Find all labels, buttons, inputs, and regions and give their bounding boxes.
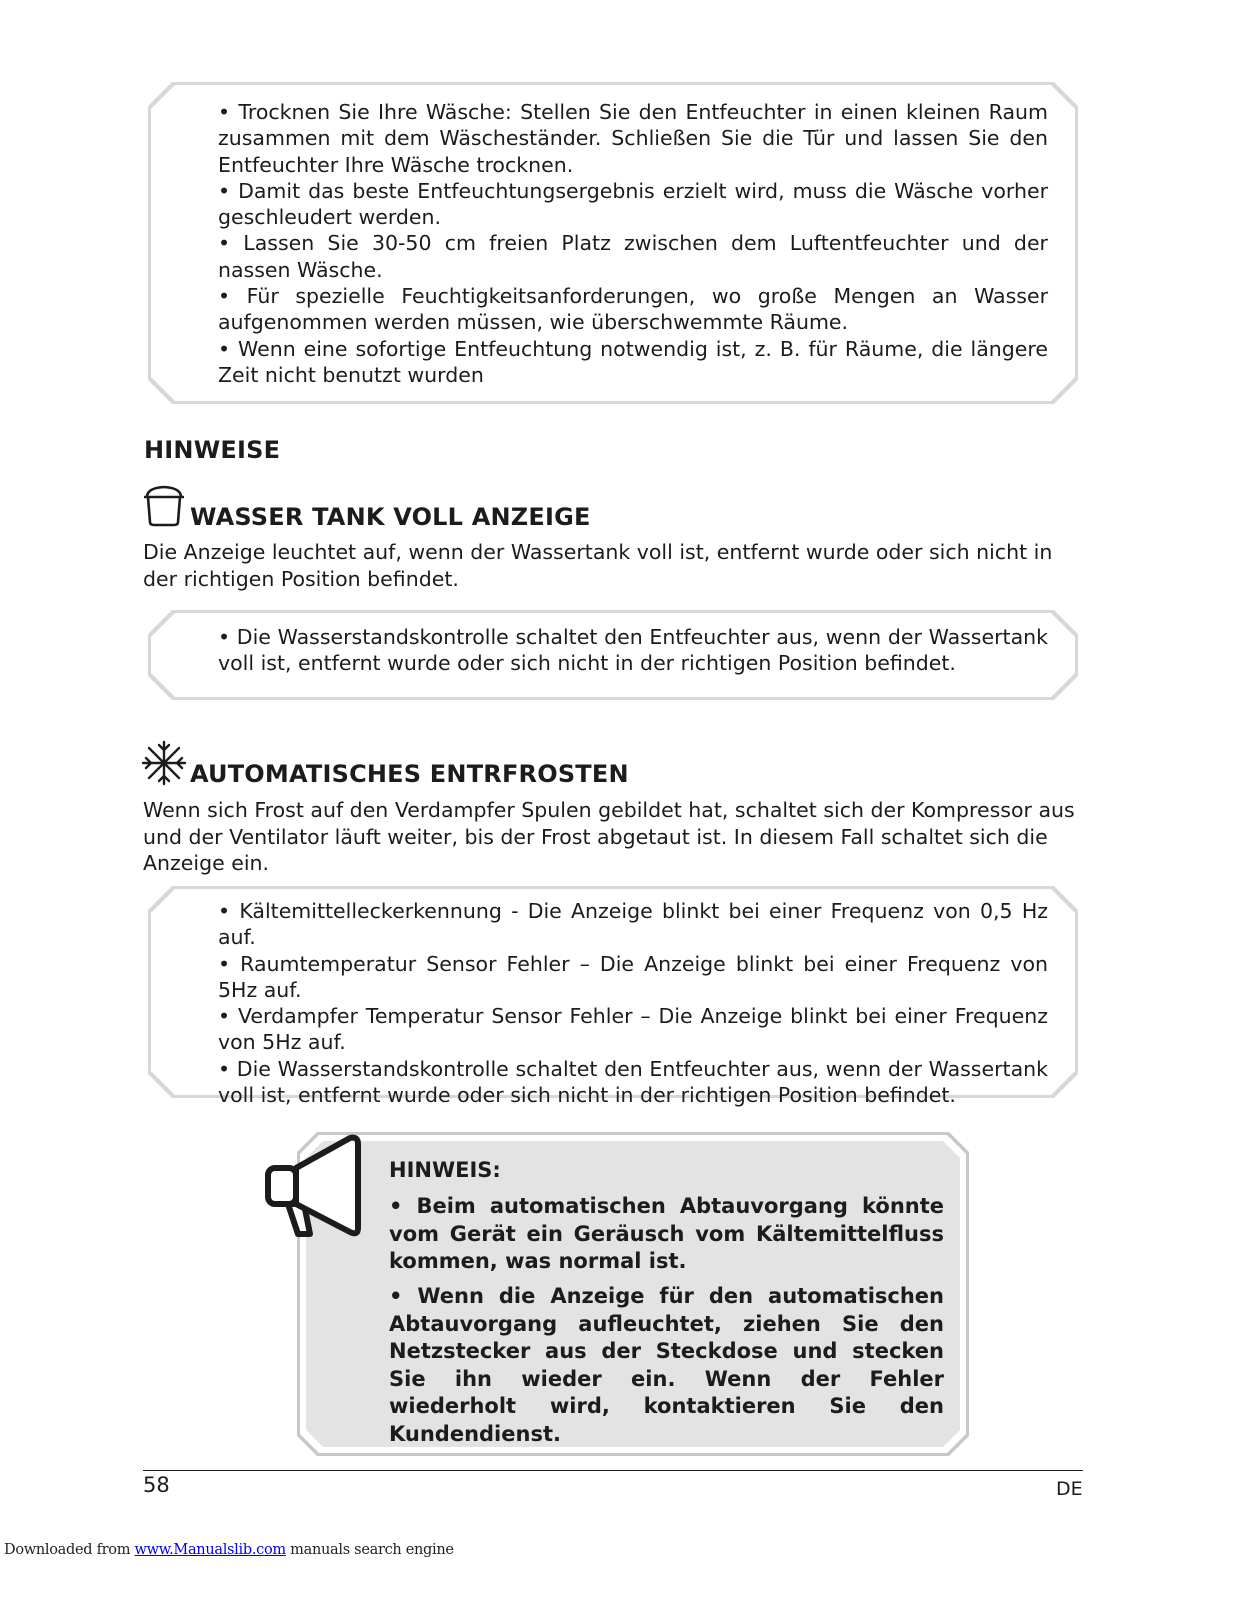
section-title-hinweise: HINWEISE — [144, 436, 281, 464]
note-title: HINWEIS: — [389, 1158, 501, 1182]
list-item: • Lassen Sie 30-50 cm freien Platz zwischen dem Luftentfeuchter und der nassen Wäsche. — [218, 231, 1048, 282]
list-item: • Verdampfer Temperatur Sensor Fehler – Die Anzeige blinkt bei einer Frequenz von 5Hz auf. — [218, 1004, 1048, 1055]
page-number: 58 — [143, 1473, 170, 1497]
tank-box-list — [218, 624, 1048, 677]
megaphone-icon — [262, 1132, 366, 1238]
list-item: • Die Wasserstandskontrolle schaltet den Entfeuchter aus, wenn der Wassertank voll ist, entfernt wurde oder sich nicht in der richtigen Position befindet. — [218, 1056, 1048, 1108]
info-box-list — [218, 99, 1048, 388]
defrost-box-list — [218, 898, 1048, 1108]
list-item: • Trocknen Sie Ihre Wäsche: Stellen Sie den Entfeuchter in einen kleinen Raum zusammen mit dem Wäscheständer. Schließen Sie die Tür und lassen Sie den Entfeuchter Ihre Wäsche trocknen. — [218, 100, 1048, 177]
section-title-tank: WASSER TANK VOLL ANZEIGE — [190, 503, 591, 531]
list-item: • Kältemittelleckerkennung - Die Anzeige blinkt bei einer Frequenz von 0,5 Hz auf. — [218, 899, 1048, 950]
download-line — [4, 1542, 454, 1558]
note-item: • Beim automatischen Abtauvorgang könnte vom Gerät ein Geräusch vom Kältemittelfluss kommen, was normal ist. — [389, 1194, 944, 1274]
language-code: DE — [1056, 1478, 1083, 1500]
download-suffix: manuals search engine — [285, 1542, 454, 1558]
note-item: • Wenn die Anzeige für den automatischen Abtauvorgang aufleuchtet, ziehen Sie den Netzstecker aus der Steckdose und stecken Sie ihn wieder ein. Wenn der Fehler wiederholt wird, kontaktieren Sie den Kundendienst. — [389, 1284, 944, 1446]
manualslib-link[interactable]: www.Manualslib.com — [134, 1542, 286, 1558]
list-item: • Damit das beste Entfeuchtungsergebnis erzielt wird, muss die Wäsche vorher geschleudert werden. — [218, 178, 1048, 230]
download-prefix: Downloaded from — [4, 1542, 135, 1558]
list-item: • Wenn eine sofortige Entfeuchtung notwendig ist, z. B. für Räume, die längere Zeit nicht benutzt wurden — [218, 336, 1048, 387]
list-item: • Für spezielle Feuchtigkeitsanforderungen, wo große Mengen an Wasser aufgenommen werden müssen, wie überschwemmte Räume. — [218, 284, 1048, 335]
footer-divider — [143, 1470, 1083, 1471]
list-item: • Die Wasserstandskontrolle schaltet den Entfeuchter aus, wenn der Wassertank voll ist, entfernt wurde oder sich nicht in der richtigen Position befindet. — [218, 625, 1048, 676]
bucket-icon — [142, 484, 186, 528]
tank-description: Die Anzeige leuchtet auf, wenn der Wassertank voll ist, entfernt wurde oder sich nicht in der richtigen Position befindet. — [143, 540, 1053, 591]
section-title-defrost: AUTOMATISCHES ENTRFROSTEN — [190, 760, 629, 788]
list-item: • Raumtemperatur Sensor Fehler – Die Anzeige blinkt bei einer Frequenz von 5Hz auf. — [218, 951, 1048, 1002]
defrost-description: Wenn sich Frost auf den Verdampfer Spulen gebildet hat, schaltet sich der Kompressor aus und der Ventilator läuft weiter, bis der Frost abgetaut ist. In diesem Fall schaltet sich die Anzeige ein. — [143, 798, 1075, 875]
snowflake-icon — [141, 740, 187, 786]
